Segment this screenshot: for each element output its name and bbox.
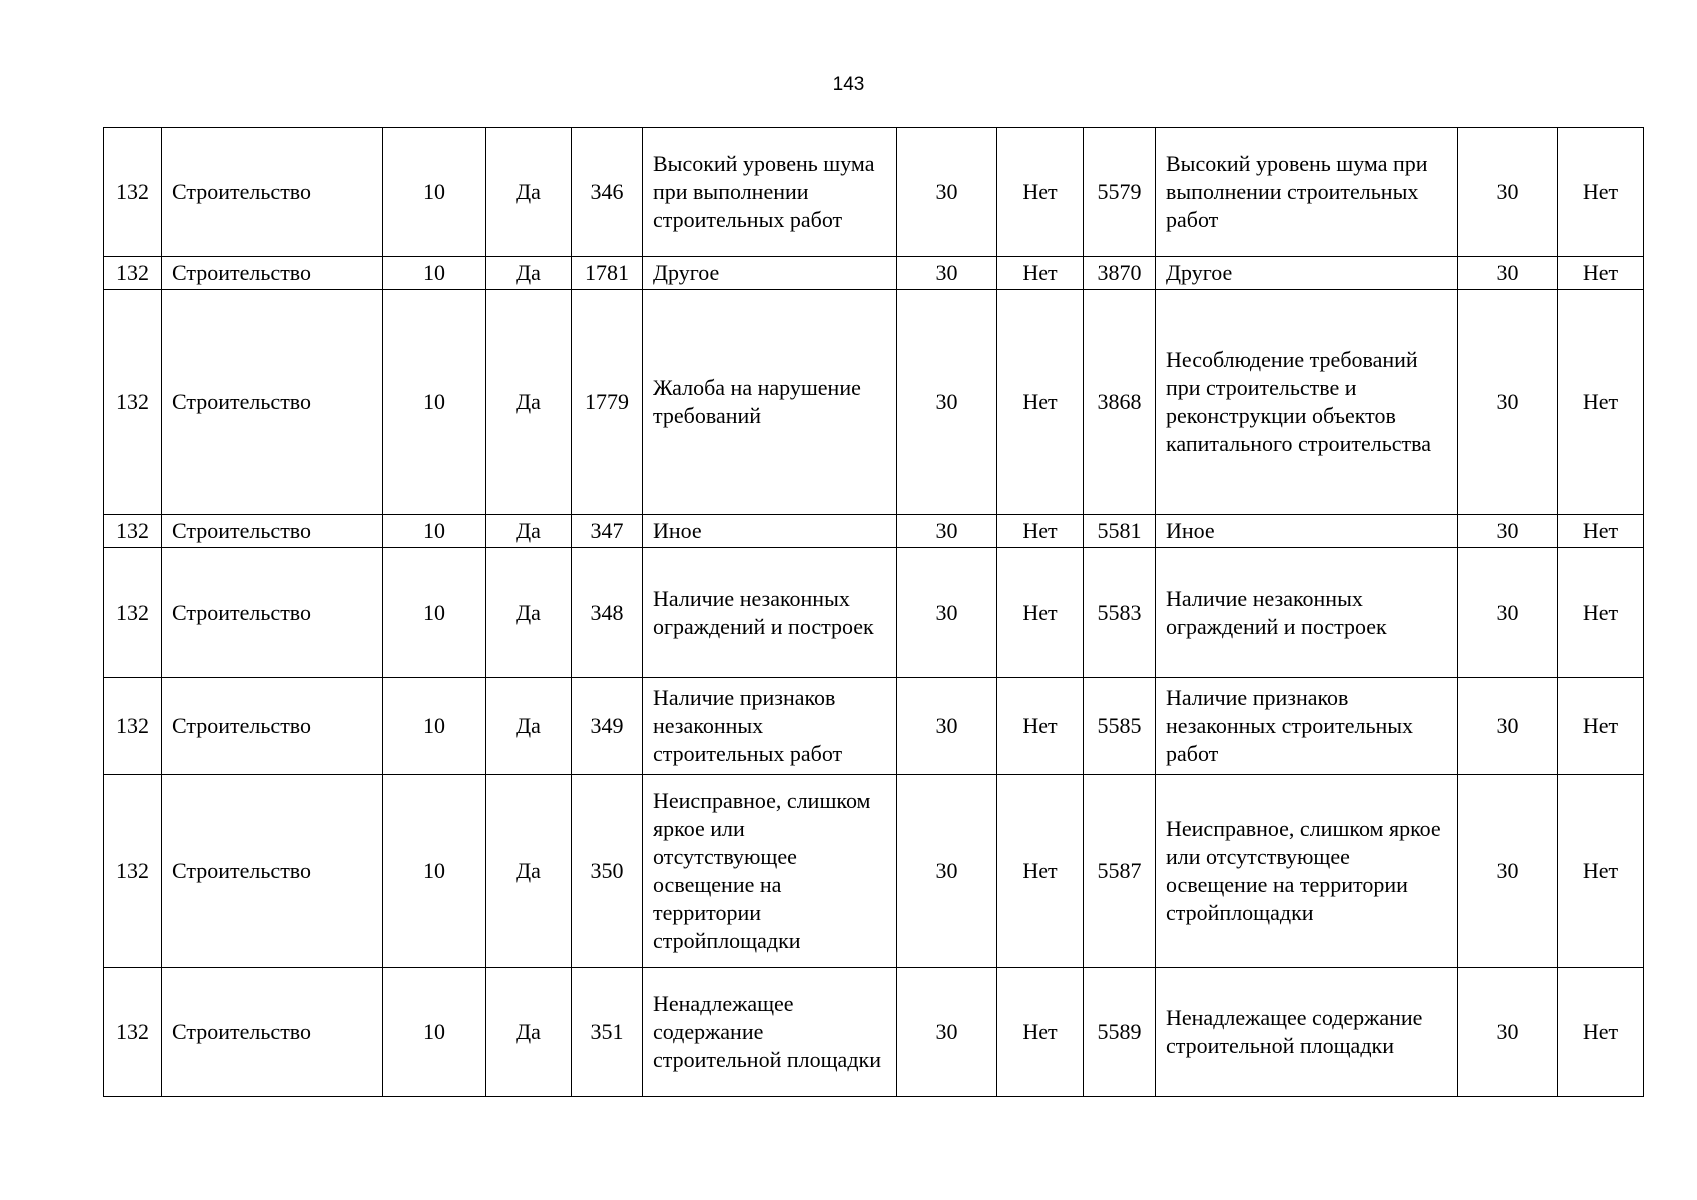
cell-category: Строительство [162,290,383,515]
cell-days: 30 [897,515,997,548]
cell-days: 30 [1458,515,1558,548]
cell-flag: Нет [997,128,1084,257]
cell-flag: Нет [997,775,1084,968]
cell-flag: Нет [1558,548,1644,678]
cell-code: 347 [572,515,643,548]
cell-days: 30 [897,775,997,968]
cell-flag: Да [486,257,572,290]
cell-subject: Неисправное, слишком яркое или отсутствующее освещение на территории стройплощадки [1156,775,1458,968]
table-row [104,257,1644,290]
table-row [104,515,1644,548]
cell-code: 5589 [1084,968,1156,1097]
page-number: 143 [832,74,865,95]
cell-id: 132 [104,515,162,548]
cell-days: 30 [1458,548,1558,678]
cell-days: 30 [1458,968,1558,1097]
cell-days: 30 [1458,128,1558,257]
cell-days: 30 [1458,775,1558,968]
cell-subject: Иное [1156,515,1458,548]
cell-days: 30 [1458,678,1558,775]
cell-category: Строительство [162,128,383,257]
cell-category: Строительство [162,678,383,775]
data-table [103,127,1644,1097]
cell-code: 349 [572,678,643,775]
cell-category: Строительство [162,515,383,548]
cell-value: 10 [383,257,486,290]
cell-code: 348 [572,548,643,678]
cell-subject: Наличие признаков незаконных строительных работ [1156,678,1458,775]
cell-days: 30 [1458,290,1558,515]
cell-flag: Нет [997,678,1084,775]
table-row [104,775,1644,968]
cell-subject: Жалоба на нарушение требований [643,290,897,515]
cell-code: 351 [572,968,643,1097]
cell-category: Строительство [162,968,383,1097]
cell-subject: Высокий уровень шума при выполнении строительных работ [1156,128,1458,257]
cell-subject: Наличие незаконных ограждений и построек [643,548,897,678]
cell-value: 10 [383,775,486,968]
cell-flag: Да [486,548,572,678]
cell-category: Строительство [162,548,383,678]
cell-flag: Нет [997,548,1084,678]
cell-flag: Да [486,678,572,775]
cell-flag: Нет [1558,290,1644,515]
cell-flag: Да [486,128,572,257]
cell-flag: Нет [1558,257,1644,290]
table-row [104,678,1644,775]
cell-value: 10 [383,968,486,1097]
cell-code: 3870 [1084,257,1156,290]
cell-code: 5587 [1084,775,1156,968]
cell-flag: Нет [1558,968,1644,1097]
cell-flag: Да [486,290,572,515]
cell-days: 30 [1458,257,1558,290]
cell-flag: Нет [997,290,1084,515]
cell-subject: Неисправное, слишком яркое или отсутствующее освещение на территории стройплощадки [643,775,897,968]
cell-flag: Нет [997,968,1084,1097]
cell-code: 3868 [1084,290,1156,515]
cell-flag: Да [486,968,572,1097]
table-row [104,548,1644,678]
cell-code: 346 [572,128,643,257]
cell-code: 1781 [572,257,643,290]
cell-id: 132 [104,290,162,515]
cell-id: 132 [104,548,162,678]
cell-subject: Несоблюдение требований при строительстве и реконструкции объектов капитального строительства [1156,290,1458,515]
cell-value: 10 [383,290,486,515]
cell-value: 10 [383,678,486,775]
cell-days: 30 [897,257,997,290]
cell-days: 30 [897,678,997,775]
cell-subject: Ненадлежащее содержание строительной площадки [643,968,897,1097]
cell-flag: Нет [997,257,1084,290]
cell-flag: Нет [997,515,1084,548]
cell-days: 30 [897,290,997,515]
cell-id: 132 [104,128,162,257]
table-row [104,128,1644,257]
cell-subject: Другое [1156,257,1458,290]
cell-category: Строительство [162,775,383,968]
cell-subject: Другое [643,257,897,290]
cell-flag: Да [486,775,572,968]
cell-flag: Нет [1558,515,1644,548]
cell-code: 1779 [572,290,643,515]
cell-id: 132 [104,968,162,1097]
table-row [104,290,1644,515]
cell-value: 10 [383,548,486,678]
cell-code: 350 [572,775,643,968]
cell-days: 30 [897,968,997,1097]
cell-flag: Нет [1558,128,1644,257]
cell-value: 10 [383,128,486,257]
cell-code: 5583 [1084,548,1156,678]
cell-subject: Высокий уровень шума при выполнении строительных работ [643,128,897,257]
cell-subject: Иное [643,515,897,548]
cell-id: 132 [104,257,162,290]
cell-id: 132 [104,678,162,775]
cell-value: 10 [383,515,486,548]
table-row [104,968,1644,1097]
cell-category: Строительство [162,257,383,290]
cell-subject: Наличие признаков незаконных строительных работ [643,678,897,775]
cell-subject: Наличие незаконных ограждений и построек [1156,548,1458,678]
cell-code: 5579 [1084,128,1156,257]
cell-flag: Нет [1558,775,1644,968]
cell-code: 5581 [1084,515,1156,548]
cell-flag: Да [486,515,572,548]
cell-days: 30 [897,128,997,257]
cell-flag: Нет [1558,678,1644,775]
cell-subject: Ненадлежащее содержание строительной площадки [1156,968,1458,1097]
cell-days: 30 [897,548,997,678]
cell-id: 132 [104,775,162,968]
cell-code: 5585 [1084,678,1156,775]
